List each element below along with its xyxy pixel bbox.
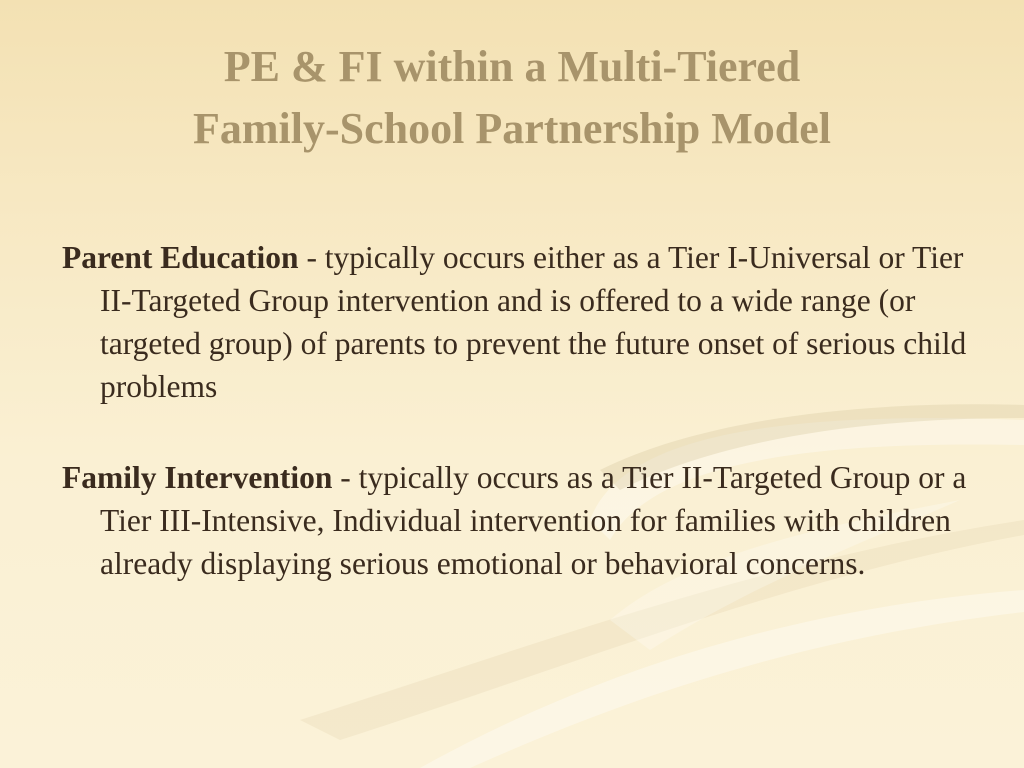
term-parent-education: Parent Education (62, 240, 299, 275)
paragraph-family-intervention-text: - typically occurs as a Tier II-Targeted Group or a Tier III-Intensive, Individual intervention for families with children already displaying serious emotional or behavioral concerns. (100, 460, 967, 581)
term-family-intervention: Family Intervention (62, 460, 333, 495)
slide-title-line-1: PE & FI within a Multi-Tiered (223, 42, 801, 91)
paragraph-family-intervention (62, 456, 972, 585)
paragraph-parent-education (62, 236, 972, 408)
slide-title-line-2: Family-School Partnership Model (193, 104, 831, 153)
slide-title (0, 36, 1024, 160)
paragraph-parent-education-text: - typically occurs either as a Tier I-Universal or Tier II-Targeted Group intervention and is offered to a wide range (or targeted group) of parents to prevent the future onset of serious child problems (100, 240, 967, 404)
slide-body (62, 236, 972, 633)
